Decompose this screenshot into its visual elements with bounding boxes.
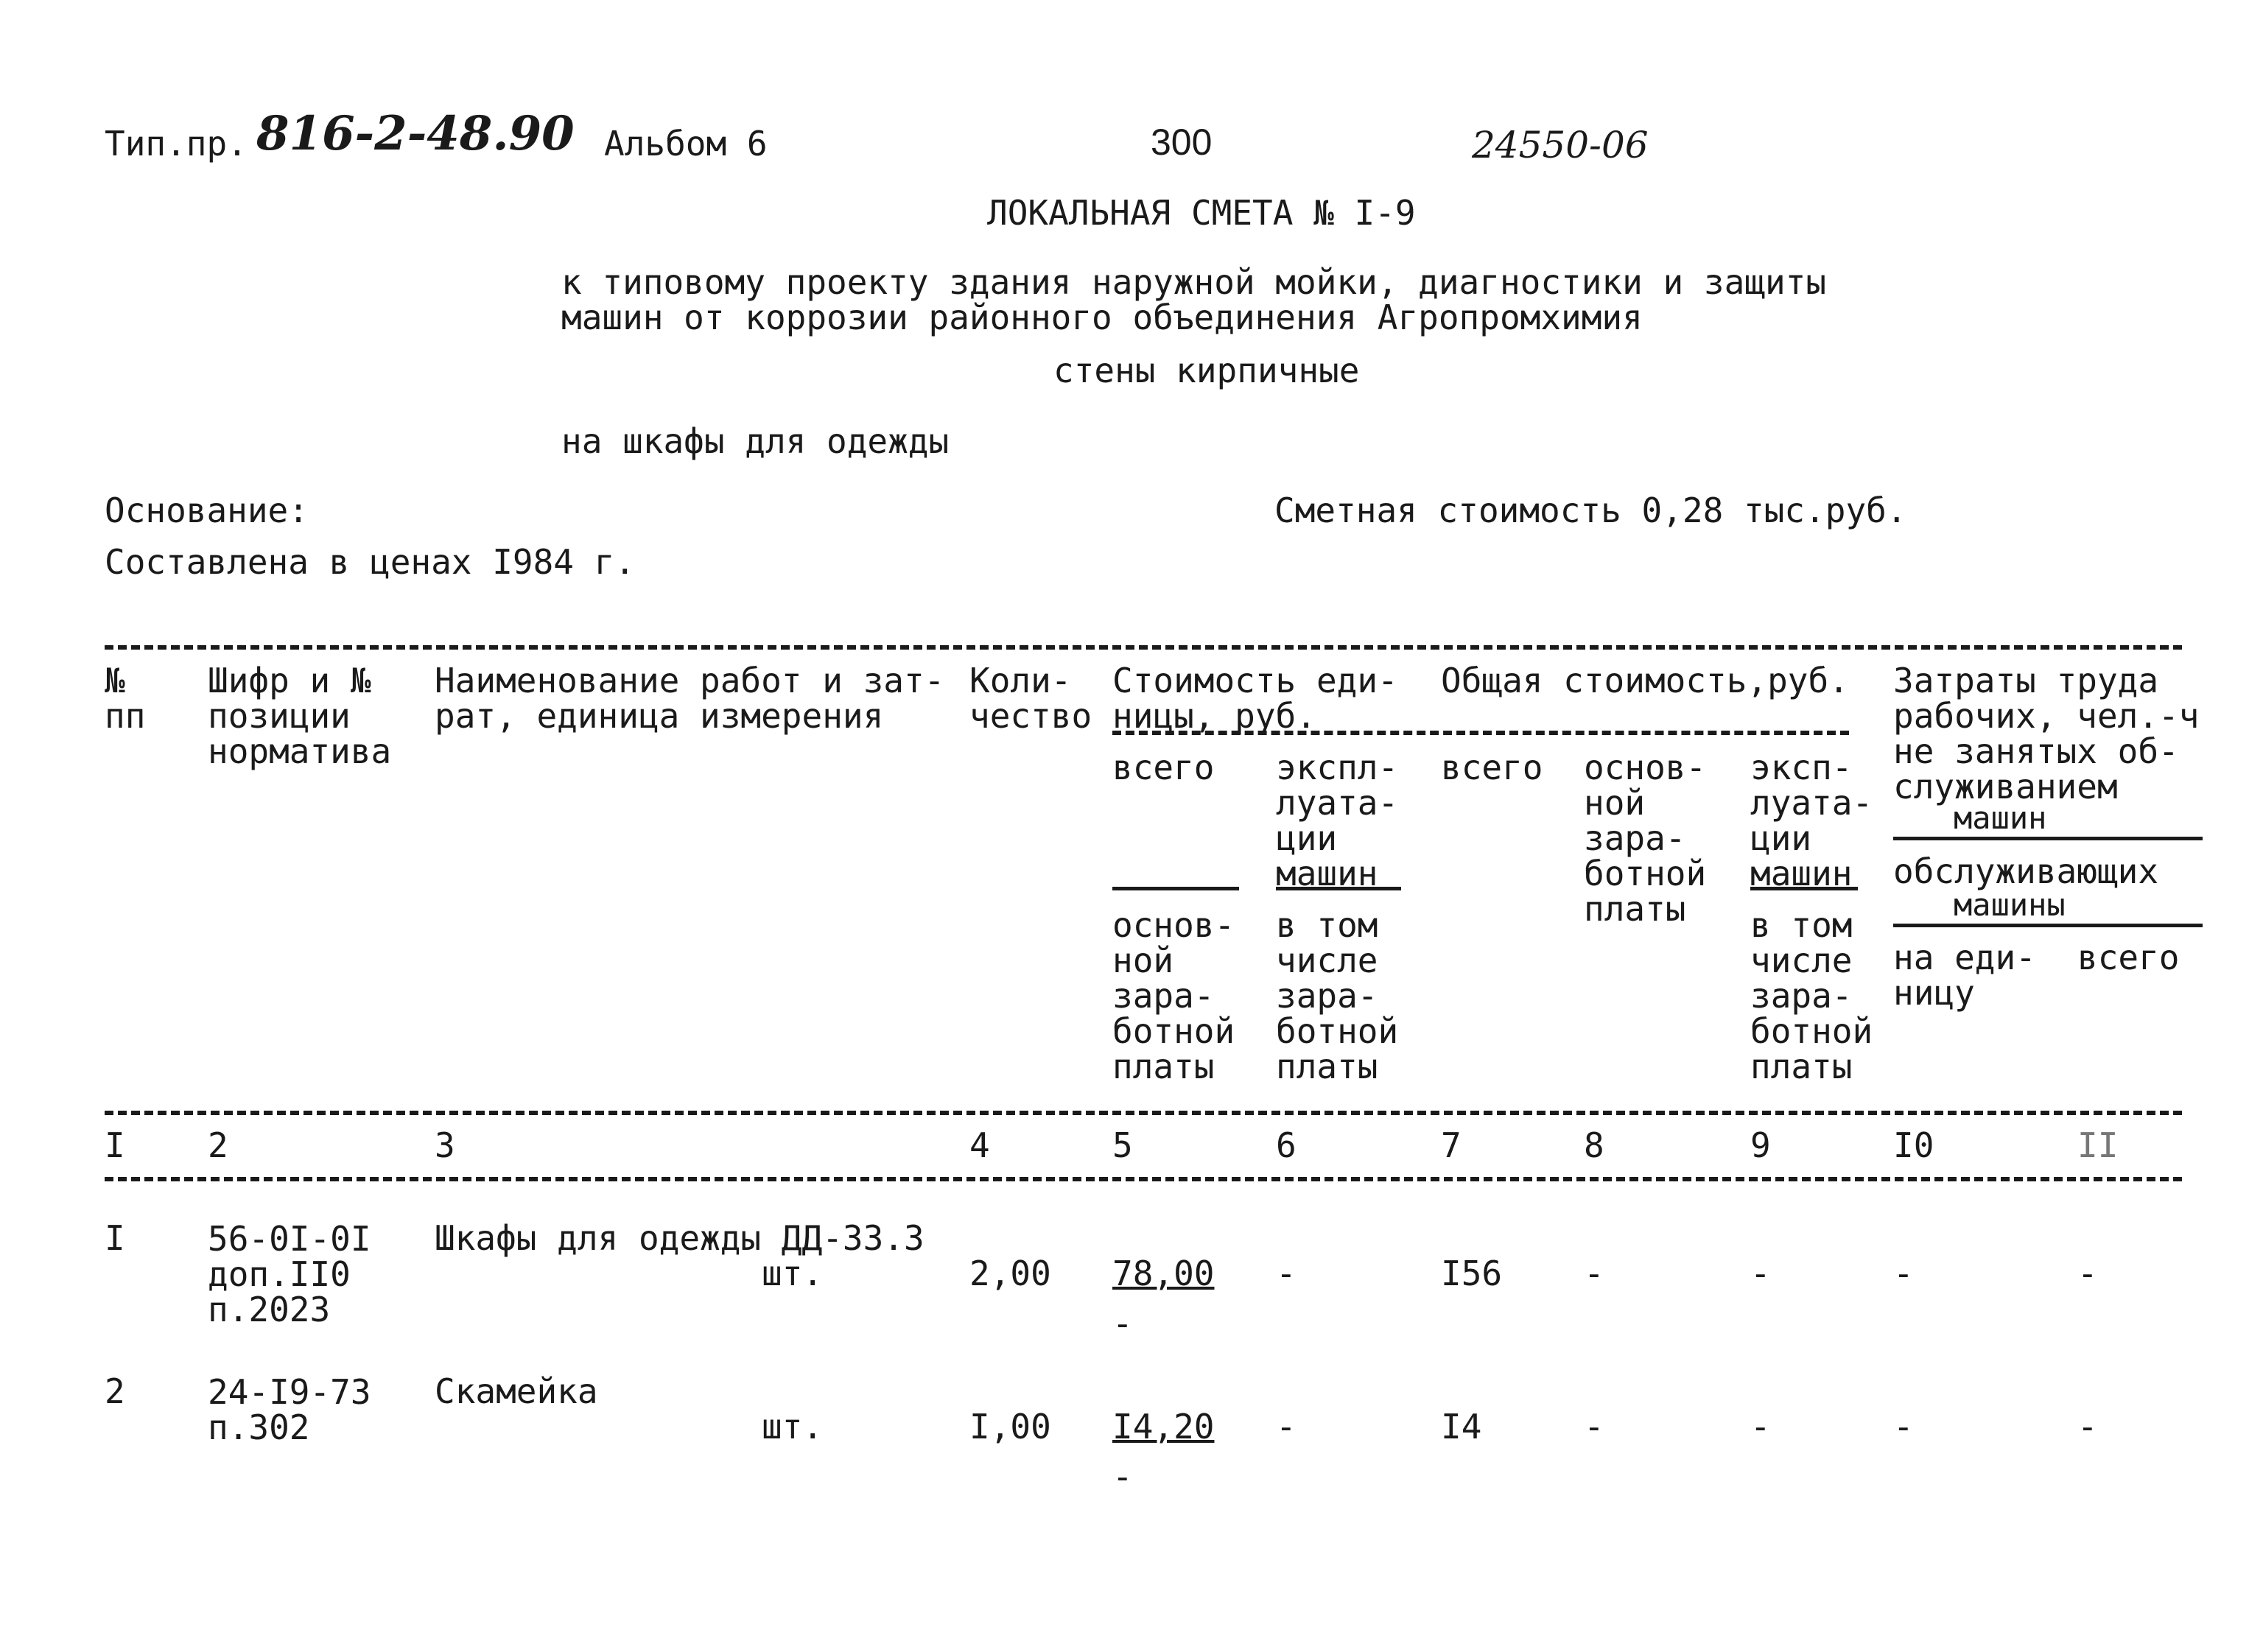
- basis-label: Основание:: [105, 491, 309, 530]
- row-2-total: I4: [1441, 1407, 1482, 1447]
- row-1-qty: 2,00: [969, 1254, 1051, 1293]
- row-1-code: 56-0I-0I доп.II0 п.2023: [208, 1219, 371, 1329]
- col-number-7: 7: [1441, 1125, 1462, 1165]
- title-line-1: к типовому проекту здания наружной мойки, диагностики и защиты: [561, 262, 1827, 302]
- estimate-subject: на шкафы для одежды: [561, 421, 950, 461]
- col-number-3: 3: [435, 1125, 455, 1165]
- title-line-2: машин от коррозии районного объединения Агропромхимия: [561, 298, 1643, 337]
- col10-header: на еди- ницу: [1893, 938, 2036, 1013]
- row-2-col9: -: [1750, 1407, 1771, 1447]
- estimated-cost: Сметная стоимость 0,28 тыс.руб.: [1274, 491, 1907, 530]
- type-project-label: Тип.пр.: [105, 124, 248, 164]
- row-1-col11: -: [2077, 1254, 2098, 1293]
- col9-top-header: эксп- луата- ции машин: [1750, 748, 1873, 893]
- col-number-9: 9: [1750, 1125, 1771, 1165]
- col5-top-header: всего: [1112, 748, 1215, 787]
- row-1-unit: шт.: [762, 1254, 824, 1293]
- page-number: 300: [1151, 122, 1213, 163]
- prices-year: Составлена в ценах I984 г.: [105, 542, 636, 582]
- row-1-col10: -: [1893, 1254, 1914, 1293]
- labor-group-header: Затраты труда рабочих, чел.-ч не занятых об- служиванием: [1893, 661, 2200, 806]
- title-line-3: стены кирпичные: [1053, 351, 1360, 390]
- album-label: Альбом 6: [604, 124, 768, 164]
- row-2-unit-wage: -: [1112, 1457, 1133, 1497]
- unit-cost-group-header: Стоимость еди- ницы, руб.: [1112, 661, 1398, 736]
- col-number-10: I0: [1893, 1125, 1934, 1165]
- row-2-name: Скамейка: [435, 1371, 598, 1411]
- row-2-num: 2: [105, 1371, 125, 1411]
- row-1-name: Шкафы для одежды ДД-33.3: [435, 1218, 925, 1258]
- row-1-num: I: [105, 1218, 125, 1258]
- row-2-unit-total: I4,20: [1112, 1407, 1215, 1447]
- labor-serving-rule: [1893, 924, 2203, 927]
- table-top-rule: [105, 645, 2182, 650]
- header-bottom-rule: [105, 1111, 2182, 1115]
- col8-header: основ- ной зара- ботной платы: [1584, 748, 1707, 929]
- row-2-code: 24-I9-73 п.302: [208, 1372, 371, 1447]
- col-number-5: 5: [1112, 1125, 1133, 1165]
- row-2-unit-machine: -: [1276, 1407, 1297, 1447]
- col-number-11: II: [2077, 1125, 2119, 1165]
- type-project-number: 816-2-48.90: [256, 106, 575, 161]
- col6-bottom-header: в том числе зара- ботной платы: [1276, 905, 1399, 1086]
- col-number-2: 2: [208, 1125, 228, 1165]
- column-numbers-rule: [105, 1177, 2182, 1181]
- row-1-unit-wage: -: [1112, 1304, 1133, 1343]
- col-number-6: 6: [1276, 1125, 1297, 1165]
- col-number-1: I: [105, 1125, 125, 1165]
- row-1-unit-machine: -: [1276, 1254, 1297, 1293]
- col-name-header: Наименование работ и зат- рат, единица измерения: [435, 661, 945, 736]
- row-1-col9: -: [1750, 1254, 1771, 1293]
- row-2-col8: -: [1584, 1407, 1604, 1447]
- col6-top-header: экспл- луата- ции машин: [1276, 748, 1399, 893]
- col11-header: всего: [2077, 938, 2180, 977]
- row-2-col10: -: [1893, 1407, 1914, 1447]
- col-qty-header: Коли- чество: [969, 661, 1092, 736]
- row-1-col8: -: [1584, 1254, 1604, 1293]
- row-2-qty: I,00: [969, 1407, 1051, 1447]
- col7-header: всего: [1441, 748, 1543, 787]
- labor-machines-rule: [1893, 837, 2203, 840]
- labor-machines-label: машин: [1954, 800, 2047, 836]
- labor-serving-machine-label: машины: [1954, 887, 2066, 923]
- row-1-unit-total: 78,00: [1112, 1254, 1215, 1293]
- labor-serving-label: обслуживающих: [1893, 851, 2159, 891]
- col5-bottom-header: основ- ной зара- ботной платы: [1112, 905, 1235, 1086]
- row-1-total: I56: [1441, 1254, 1503, 1293]
- col9-bottom-header: в том числе зара- ботной платы: [1750, 905, 1873, 1086]
- col-num-header: № пп: [105, 661, 146, 736]
- col-number-4: 4: [969, 1125, 990, 1165]
- col-number-8: 8: [1584, 1125, 1604, 1165]
- row-2-col11: -: [2077, 1407, 2098, 1447]
- total-cost-group-header: Общая стоимость,руб.: [1441, 661, 1849, 700]
- col5-split-rule: [1112, 887, 1239, 890]
- row-2-unit: шт.: [762, 1407, 824, 1447]
- document-code: 24550-06: [1472, 124, 1649, 166]
- col-code-header: Шифр и № позиции норматива: [208, 661, 392, 771]
- estimate-heading: ЛОКАЛЬНАЯ СМЕТА № I-9: [987, 193, 1416, 233]
